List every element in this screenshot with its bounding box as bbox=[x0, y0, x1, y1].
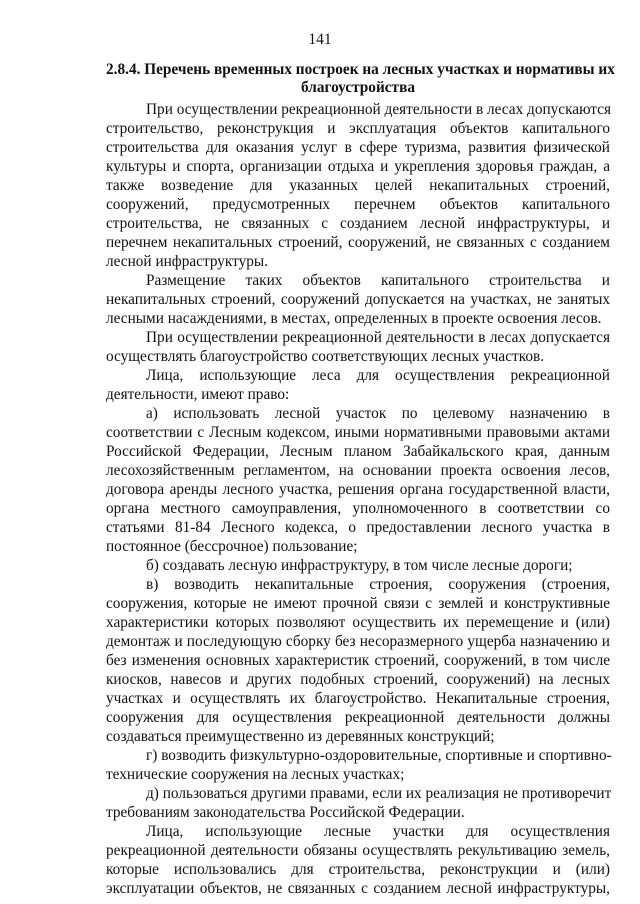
text-line: Российской Федерации, Лесным планом Забайкальского края, данным bbox=[106, 443, 610, 460]
text-line: договора аренды лесного участка, решения органа государственной власти, bbox=[106, 481, 610, 498]
paragraph bbox=[106, 556, 610, 575]
text-line: соответствии с Лесным кодексом, иными нормативными правовыми актами bbox=[106, 424, 610, 441]
text-line: также возведение для указанных целей некапитальных строений, bbox=[106, 177, 610, 194]
text-line: При осуществлении рекреационной деятельности в лесах допускаются bbox=[146, 101, 612, 118]
text-line: строительство, реконструкция и эксплуатация объектов капитального bbox=[106, 120, 610, 137]
paragraph bbox=[106, 100, 610, 271]
paragraph bbox=[106, 746, 610, 784]
text-line: постоянное (бессрочное) пользование; bbox=[106, 538, 358, 555]
text-line: статьями 81-84 Лесного кодекса, о предоставлении лесного участка в bbox=[106, 519, 610, 536]
text-line: характеристики которых позволяют осуществить их перемещение и (или) bbox=[106, 614, 610, 631]
text-line: деятельности, имеют право: bbox=[106, 386, 290, 403]
text-line: участках и осуществлять их благоустройство. Некапитальные строения, bbox=[106, 690, 610, 707]
text-line: культуры и спорта, организации отдыха и укрепления здоровья граждан, а bbox=[106, 158, 610, 175]
text-line: сооружения, которые не имеют прочной связи с землей и конструктивные bbox=[106, 595, 610, 612]
text-line: киосков, навесов и других подобных строений, сооружений) на лесных bbox=[106, 671, 610, 688]
paragraph bbox=[106, 822, 610, 898]
heading-line: 2.8.4. Перечень временных построек на лесных участках и нормативы их bbox=[106, 61, 615, 78]
text-line: которые использовались для строительства, реконструкции и (или) bbox=[106, 861, 610, 878]
text-line: технические сооружения на лесных участках; bbox=[106, 766, 405, 783]
text-line: сооружений, предусмотренных перечнем объектов капитального bbox=[106, 196, 610, 213]
text-line: Лица, использующие леса для осуществления рекреационной bbox=[146, 367, 610, 384]
text-line: органа местного самоуправления, уполномоченного в соответствии со bbox=[106, 500, 610, 517]
text-line: лесохозяйственным регламентом, на основании проекта освоения лесов, bbox=[106, 462, 610, 479]
text-line: демонтаж и последующую сборку без несоразмерного ущерба назначению и bbox=[106, 633, 610, 650]
text-line: сооружения для осуществления рекреационной деятельности должны bbox=[106, 709, 610, 726]
paragraph bbox=[106, 328, 610, 366]
text-line: требованиям законодательства Российской Федерации. bbox=[106, 804, 465, 821]
paragraph bbox=[106, 271, 610, 328]
text-line: При осуществлении рекреационной деятельности в лесах допускается bbox=[146, 329, 610, 346]
text-line: лесной инфраструктуры. bbox=[106, 253, 269, 270]
text-line: б) создавать лесную инфраструктуру, в том числе лесные дороги; bbox=[146, 557, 573, 574]
text-line: лесными насаждениями, в местах, определенных в проекте освоения лесов. bbox=[106, 310, 602, 327]
text-line: Лица, использующие лесные участки для осуществления bbox=[146, 823, 610, 840]
text-line: без изменения основных характеристик строений, сооружений, в том числе bbox=[106, 652, 610, 669]
paragraph bbox=[106, 366, 610, 404]
body-text bbox=[106, 100, 610, 898]
text-line: перечнем некапитальных строений, сооружений, не связанных с созданием bbox=[106, 234, 610, 251]
text-line: в) возводить некапитальные строения, сооружения (строения, bbox=[146, 576, 610, 593]
text-line: рекреационной деятельности обязаны осуществлять рекультивацию земель, bbox=[106, 842, 610, 859]
heading-line: благоустройства bbox=[301, 79, 415, 96]
paragraph bbox=[106, 575, 610, 746]
text-line: осуществлять благоустройство соответствующих лесных участков. bbox=[106, 348, 545, 365]
paragraph bbox=[106, 404, 610, 556]
text-line: г) возводить физкультурно-оздоровительные, спортивные и спортивно- bbox=[146, 747, 612, 764]
text-line: Размещение таких объектов капитального строительства и bbox=[146, 272, 610, 289]
paragraph bbox=[106, 784, 610, 822]
section-heading bbox=[106, 61, 615, 97]
text-line: а) использовать лесной участок по целевому назначению в bbox=[146, 405, 610, 422]
text-line: строительства для оказания услуг в сфере туризма, развития физической bbox=[106, 139, 610, 156]
page-number: 141 bbox=[308, 31, 332, 48]
text-line: создаваться преимущественно из деревянных конструкций; bbox=[106, 728, 495, 745]
text-line: некапитальных строений, сооружений допускается на участках, не занятых bbox=[106, 291, 610, 308]
text-line: строительства, не связанных с созданием лесной инфраструктуры, и bbox=[106, 215, 610, 232]
text-line: д) пользоваться другими правами, если их реализация не противоречит bbox=[146, 785, 612, 802]
text-line: эксплуатации объектов, не связанных с созданием лесной инфраструктуры, bbox=[106, 880, 610, 897]
